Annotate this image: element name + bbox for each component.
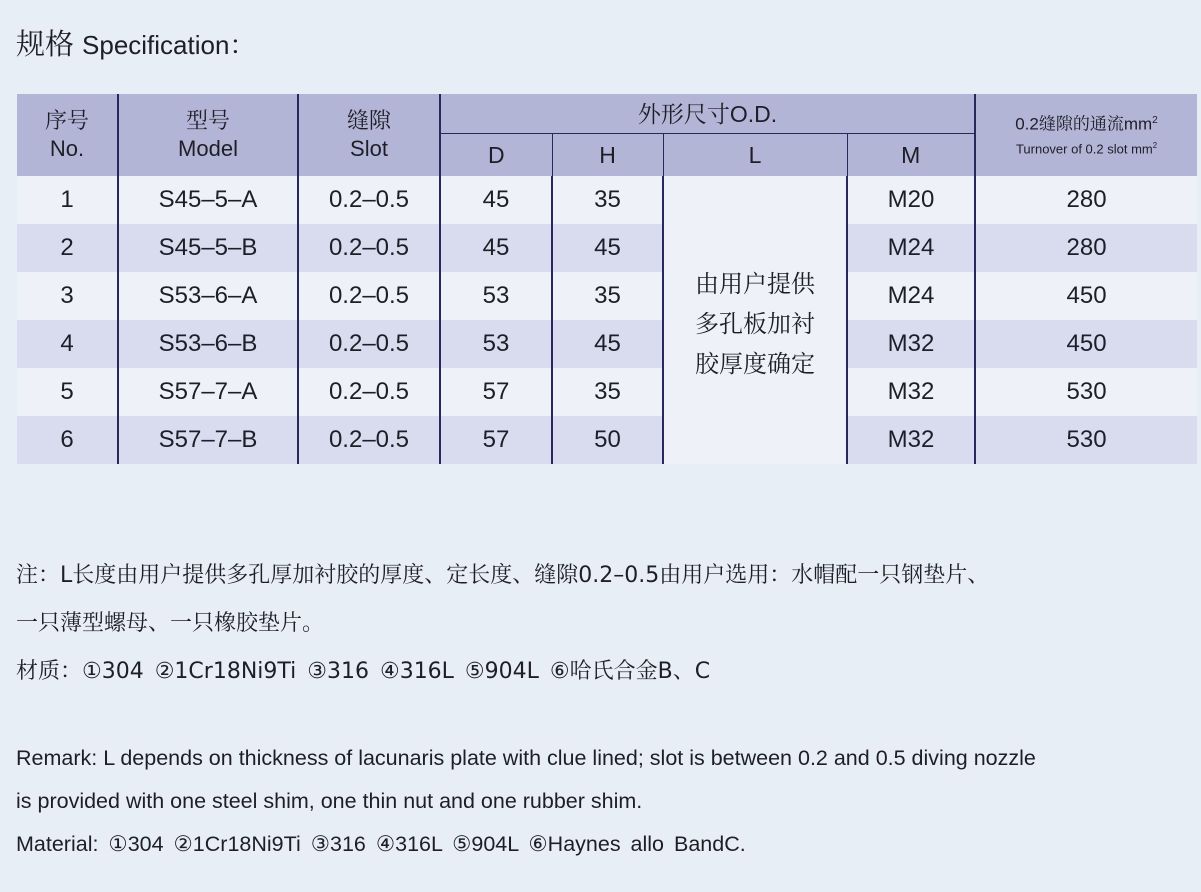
cell-slot: 0.2–0.5 (298, 224, 440, 272)
l-note-line: 胶厚度确定 (695, 351, 815, 378)
cell-no: 1 (17, 176, 118, 224)
l-note-line: 由用户提供 (695, 271, 815, 298)
title-cn: 规格 (16, 27, 75, 61)
cell-d: 45 (440, 224, 552, 272)
cell-d: 53 (440, 272, 552, 320)
cell-flow: 280 (975, 224, 1197, 272)
cell-flow: 450 (975, 272, 1197, 320)
header-l: L (663, 134, 847, 177)
page-title (16, 22, 255, 63)
cell-m: M20 (847, 176, 975, 224)
table-body (17, 176, 1197, 464)
cell-model: S57–7–B (118, 416, 298, 464)
cell-slot: 0.2–0.5 (298, 368, 440, 416)
cell-l-note (663, 176, 847, 464)
cell-slot: 0.2–0.5 (298, 416, 440, 464)
cell-h: 35 (552, 272, 663, 320)
remark-line: is provided with one steel shim, one thin nut and one rubber shim. (16, 789, 643, 813)
remark-line: Remark: L depends on thickness of lacunaris plate with clue lined; slot is between 0.2 and 0.5 diving nozzle (16, 746, 1036, 770)
cell-h: 35 (552, 176, 663, 224)
specification-table (17, 94, 1197, 464)
title-en: Specification： (82, 30, 256, 60)
cell-m: M32 (847, 416, 975, 464)
cell-d: 57 (440, 368, 552, 416)
cell-d: 57 (440, 416, 552, 464)
header-no: 序号 No. (17, 94, 118, 176)
cell-h: 45 (552, 224, 663, 272)
cell-h: 45 (552, 320, 663, 368)
table-row (17, 320, 1197, 368)
cell-slot: 0.2–0.5 (298, 176, 440, 224)
header-d: D (440, 134, 552, 177)
header-od: 外形尺寸O.D. (440, 94, 975, 134)
cell-no: 5 (17, 368, 118, 416)
cell-m: M32 (847, 368, 975, 416)
cell-m: M32 (847, 320, 975, 368)
cell-flow: 280 (975, 176, 1197, 224)
l-note-line: 多孔板加衬 (695, 311, 815, 338)
cell-d: 53 (440, 320, 552, 368)
header-h: H (552, 134, 663, 177)
cell-m: M24 (847, 272, 975, 320)
cell-model: S57–7–A (118, 368, 298, 416)
cell-slot: 0.2–0.5 (298, 320, 440, 368)
cell-no: 6 (17, 416, 118, 464)
cell-flow: 530 (975, 368, 1197, 416)
cell-d: 45 (440, 176, 552, 224)
table-row (17, 416, 1197, 464)
header-model: 型号 Model (118, 94, 298, 176)
cell-slot: 0.2–0.5 (298, 272, 440, 320)
cell-model: S45–5–A (118, 176, 298, 224)
table-row (17, 176, 1197, 224)
table-header (17, 94, 1197, 176)
cell-model: S53–6–B (118, 320, 298, 368)
cell-h: 35 (552, 368, 663, 416)
cell-no: 4 (17, 320, 118, 368)
header-flow: 0.2缝隙的通流$mm^2$ Turnover of 0.2 slot $mm^2$ (975, 94, 1197, 176)
cell-flow: 530 (975, 416, 1197, 464)
cell-no: 2 (17, 224, 118, 272)
header-m: M (847, 134, 975, 177)
cell-no: 3 (17, 272, 118, 320)
header-slot: 缝隙 Slot (298, 94, 440, 176)
table-row (17, 272, 1197, 320)
cell-h: 50 (552, 416, 663, 464)
material-line-en: Material: ①304 ②1Cr18Ni9Ti ③316 ④316L ⑤904L ⑥Haynes allo BandC. (16, 832, 746, 856)
note-line: 一只薄型螺母、一只橡胶垫片。 (16, 611, 325, 636)
cell-model: S45–5–B (118, 224, 298, 272)
table-row (17, 224, 1197, 272)
cell-m: M24 (847, 224, 975, 272)
cell-model: S53–6–A (118, 272, 298, 320)
material-line-cn: 材质：①304 ②1Cr18Ni9Ti ③316 ④316L ⑤904L ⑥哈氏合金B、C (16, 659, 711, 684)
notes-chinese (16, 552, 1196, 696)
notes-english (16, 737, 1196, 866)
cell-flow: 450 (975, 320, 1197, 368)
note-line: 注：L长度由用户提供多孔厚加衬胶的厚度、定长度、缝隙0.2–0.5由用户选用：水帽配一只钢垫片、 (16, 563, 990, 588)
table-row (17, 368, 1197, 416)
